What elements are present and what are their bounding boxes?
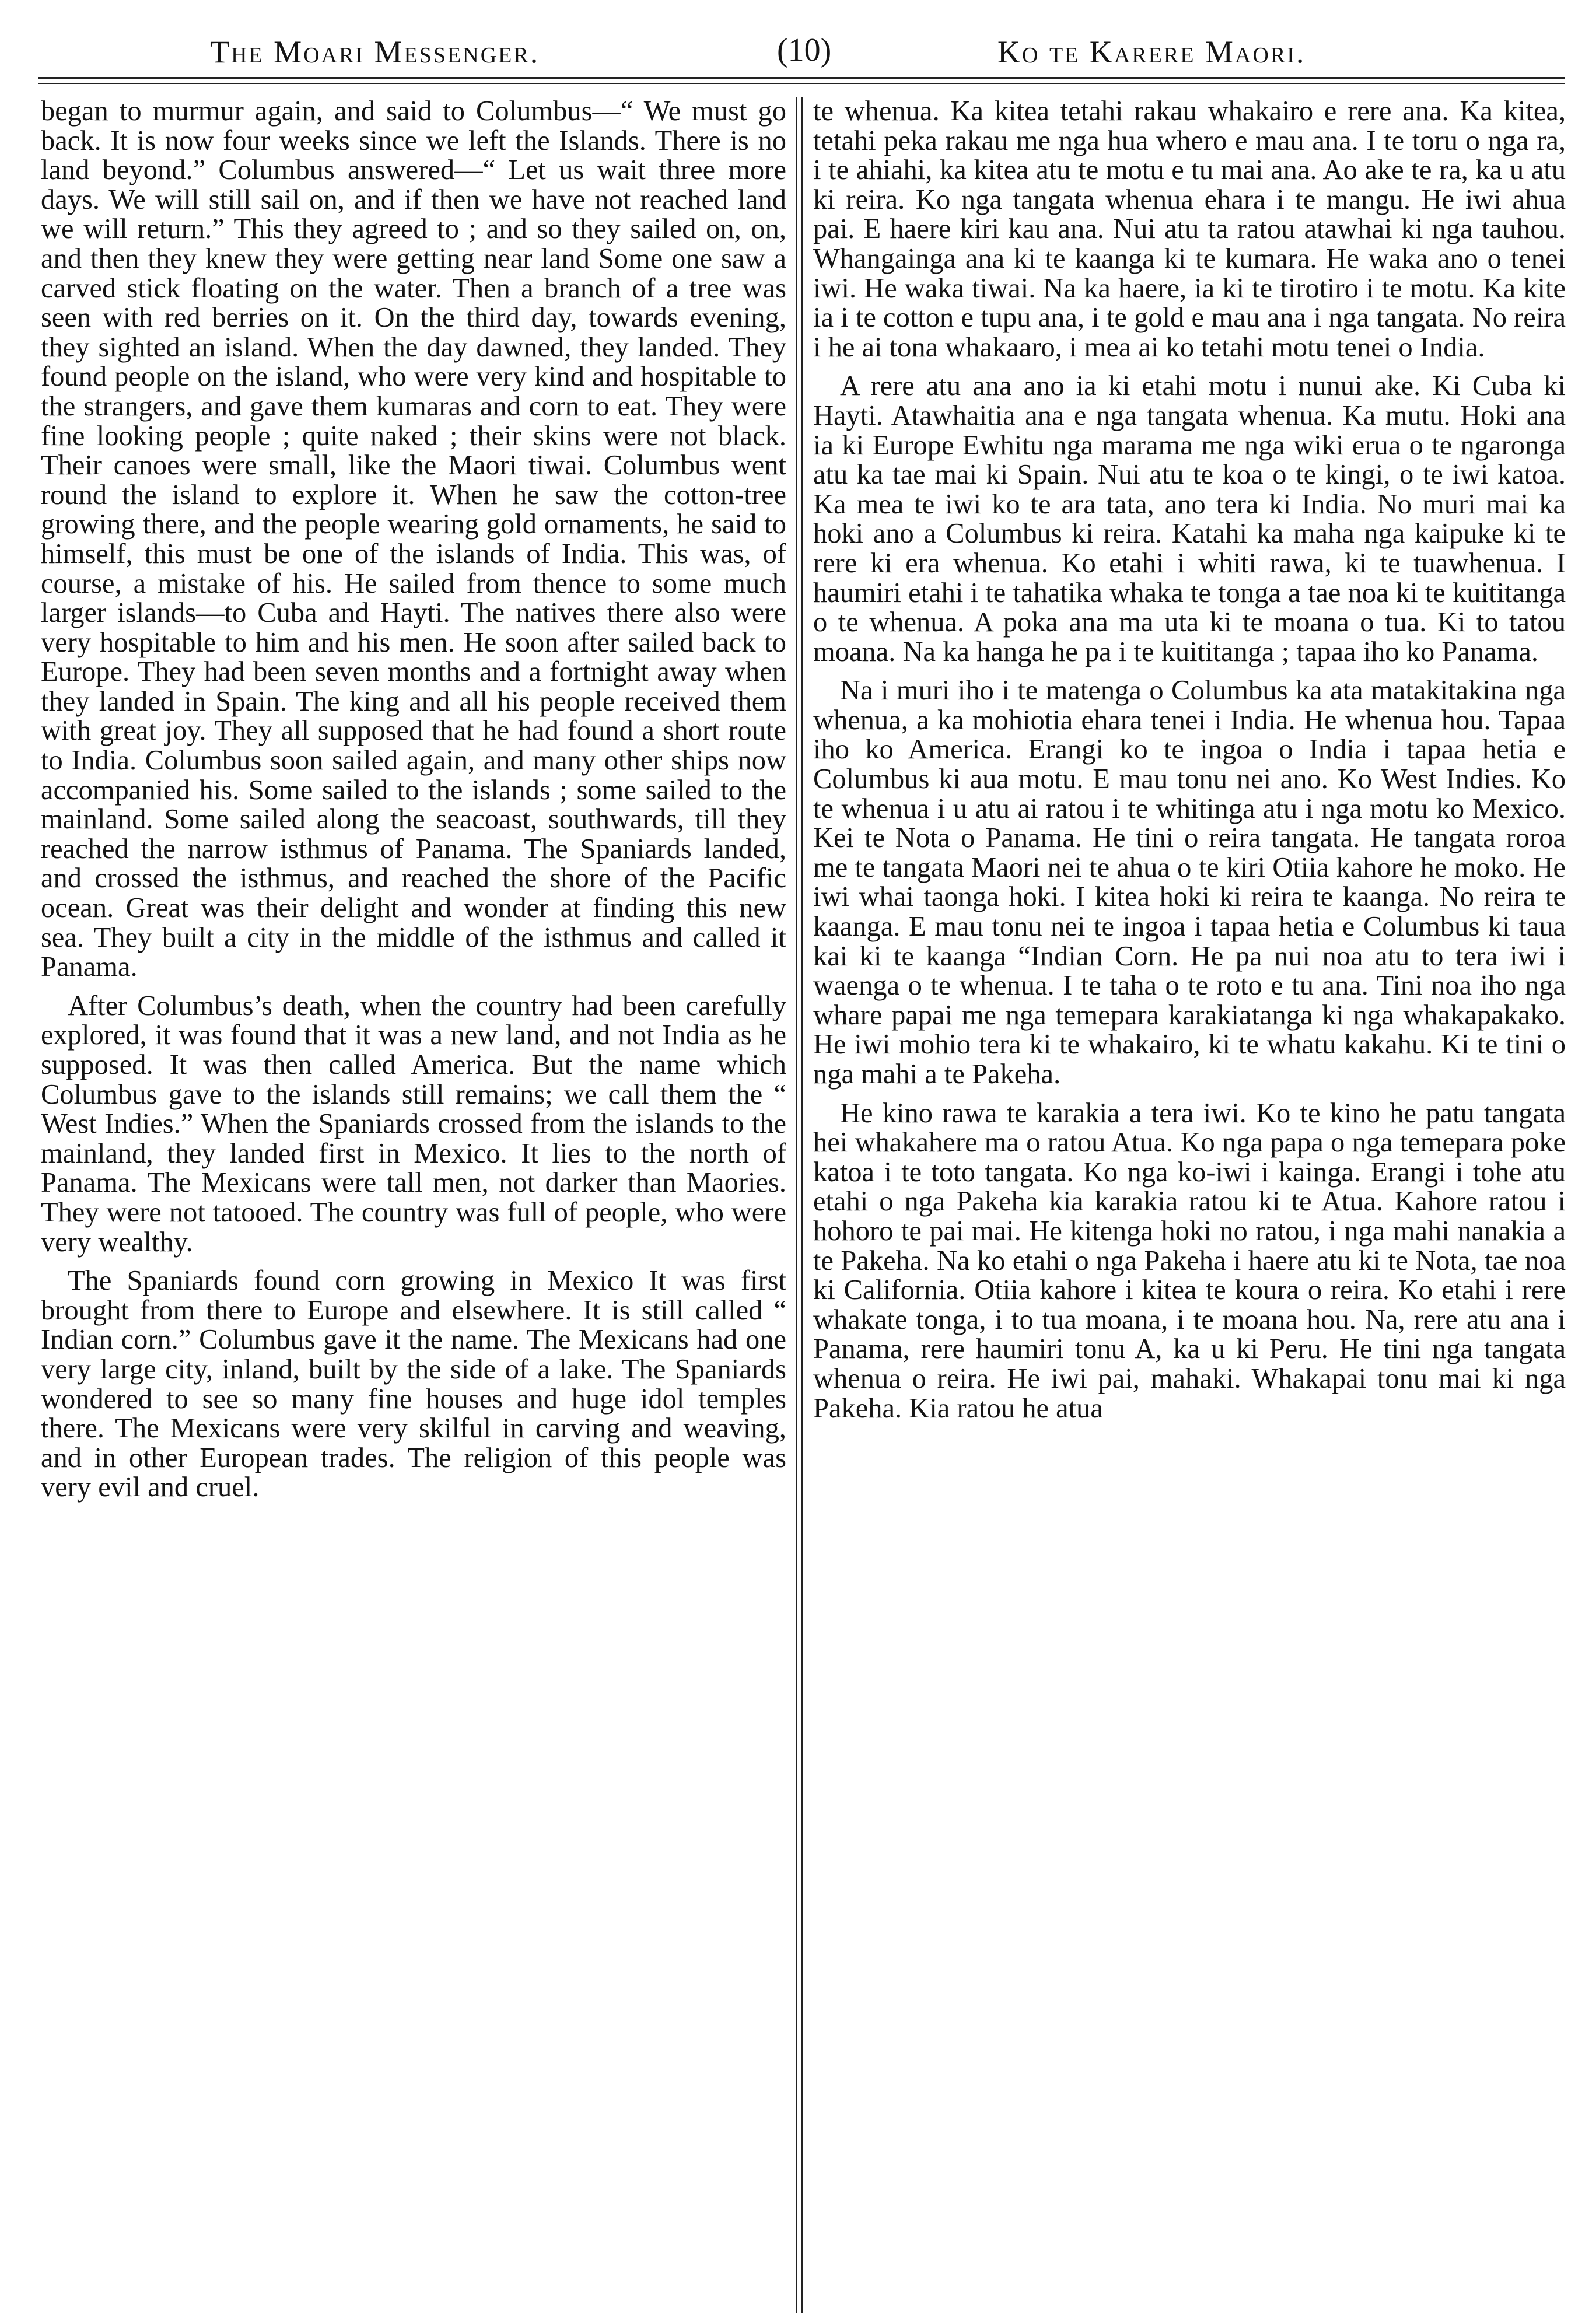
column-divider-inner [802,97,803,2314]
maori-paragraph-3: Na i muri iho i te matenga o Columbus ka ata matakitakina nga whenua, a ka mohiotia ehara tenei i India. He whenua hou. Tapaa iho ko America. Erangi ko te ingoa o India i tapaa hetia e Columbus ki aua motu. E mau tonu nei ano. Ko West Indies. Ko te whenua i u atu ai ratou i te whitinga atu i nga motu ko Mexico. Kei te Nota o Panama. He tini o reira tangata. He tangata roroa me te tangata Maori nei te ahua o te kiri Otiia kahore he moko. He iwi whai taonga hoki. I kitea hoki ki reira te kaanga. No reira te kaanga. E mau tonu nei te ingoa i tapaa hetia e Columbus ki taua kai ki te kaanga “Indian Corn. He pa nui noa atu to tera iwi i waenga o te whenua. I te taha o te roto e tu ana. Tini noa iho nga whare papai me nga temepara karakiatanga ki nga whakapakako. He iwi mohio tera ki te whakairo, ki te whatu kakahu. Ki te tini o nga mahi a te Pakeha. [813,675,1566,1090]
maori-column [813,97,1566,2314]
english-column [41,97,786,2314]
maori-paragraph-2: A rere atu ana ano ia ki etahi motu i nunui ake. Ki Cuba ki Hayti. Atawhaitia ana e nga tangata whenua. Ka mutu. Hoki ana ia ki Europe Ewhitu nga marama me nga wiki erua o te ngaronga atu ka tae mai ki Spain. Nui atu te koa o te kingi, o te iwi katoa. Ka mea te iwi ko te ara tata, ano tera ki India. No muri mai ka hoki ano a Columbus ki reira. Katahi ka maha nga kaipuke ki te rere ki era whenua. Ko etahi i whiti rawa, ki te tuawhenua. I haumiri etahi i te tahatika whaka te tonga a tae noa ki te kuititanga o te whenua. A poka ana ma uta ki te moana o tua. Ki to tatou moana. Na ka hanga he pa i te kuititanga ; tapaa iho ko Panama. [813,370,1566,667]
english-paragraph-1: began to murmur again, and said to Columbus—“ We must go back. It is now four weeks since we left the Islands. There is no land beyond.” Columbus answered—“ Let us wait three more days. We will still sail on, and if then we have not reached land we will return.” This they agreed to ; and so they sailed on, on, and then they knew they were getting near land Some one saw a carved stick floating on the water. Then a branch of a tree was seen with red berries on it. On the third day, towards evening, they sighted an island. When the day dawned, they landed. They found people on the island, who were very kind and hospitable to the strangers, and gave them kumaras and corn to eat. They were fine looking people ; quite naked ; their skins were not black. Their canoes were small, like the Maori tiwai. Columbus went round the island to explore it. When he saw the cotton-tree growing there, and the people wearing gold ornaments, he said to himself, this must be one of the islands of India. This was, of course, a mistake of his. He sailed from thence to some much larger islands—to Cuba and Hayti. The natives there also were very hospitable to him and his men. He soon after sailed back to Europe. They had been seven months and a fortnight away when they landed in Spain. The king and all his people received them with great joy. They all supposed that he had found a short route to India. Columbus soon sailed again, and many other ships now accompanied his. Some sailed to the islands ; some sailed to the mainland. Some sailed along the seacoast, southwards, till they reached the narrow isthmus of Panama. The Spaniards landed, and crossed the isthmus, and reached the shore of the Pacific ocean. Great was their delight and wonder at finding this new sea. They built a city in the middle of the isthmus and called it Panama. [41,97,786,983]
page-header [35,19,1563,83]
english-title: The Moari Messenger. [210,34,540,69]
maori-paragraph-4: He kino rawa te karakia a tera iwi. Ko te kino he patu tangata hei whakahere ma o ratou Atua. Ko nga papa o nga temepara poke katoa i te toto tangata. Ko nga ko-iwi i kainga. Erangi i tohe atu etahi o nga Pakeha kia karakia ratou ki te Atua. Kahore ratou i hohoro te pai mai. He kitenga hoki no ratou, i nga mahi nanakia a te Pakeha. Na ko etahi o nga Pakeha i haere atu ki te Nota, tae noa ki California. Otiia kahore i kitea te koura o reira. Ko etahi i rere whakate tonga, i to tua moana, i te moana hou. Na, rere atu ana i Panama, rere haumiri tonu A, ka u ki Peru. He tini nga tangata whenua o reira. He iwi pai, mahaki. Whakapai tonu mai ki nga Pakeha. Kia ratou he atua [813,1097,1566,1424]
page-number: (10) [777,32,832,68]
maori-title: Ko te Karere Maori. [998,34,1306,69]
english-paragraph-3: The Spaniards found corn growing in Mexico It was first brought from there to Europe and elsewhere. It is still called “ Indian corn.” Columbus gave it the name. The Mexicans had one very large city, inland, built by the side of a lake. The Spaniards wondered to see so many fine houses and huge idol temples there. The Mexicans were very skilful in carving and weaving, and in other European trades. The religion of this people was very evil and cruel. [41,1265,786,1503]
header-rule-thin [38,83,1564,84]
column-divider [796,97,797,2314]
header-rule-thick [38,77,1564,79]
maori-paragraph-1: te whenua. Ka kitea tetahi rakau whakairo e rere ana. Ka kitea, tetahi peka rakau me nga hua whero e mau ana. I te toru o nga ra, i te ahiahi, ka kitea atu te motu e tu mai ana. Ao ake te ra, ka u atu ki reira. Ko nga tangata whenua ehara i te mangu. He iwi ahua pai. E haere kiri kau ana. Nui atu ta ratou atawhai ki nga tauhou. Whangainga ana ki te kaanga ki te kumara. He waka ano o tenei iwi. He waka tiwai. Na ka haere, ia ki te tirotiro i te motu. Ka kite ia i te cotton e tupu ana, i te gold e mau ana i nga tangata. No reira i he ai tona whakaaro, i mea ai ko tetahi motu tenei o India. [813,97,1566,363]
english-paragraph-2: After Columbus’s death, when the country had been carefully explored, it was found that it was a new land, and not India as he supposed. It was then called America. But the name which Columbus gave to the islands still remains; we call them the “ West Indies.” When the Spaniards crossed from the islands to the mainland, they landed first in Mexico. It lies to the north of Panama. The Mexicans were tall men, not darker than Maories. They were not tatooed. The country was full of people, who were very wealthy. [41,990,786,1258]
